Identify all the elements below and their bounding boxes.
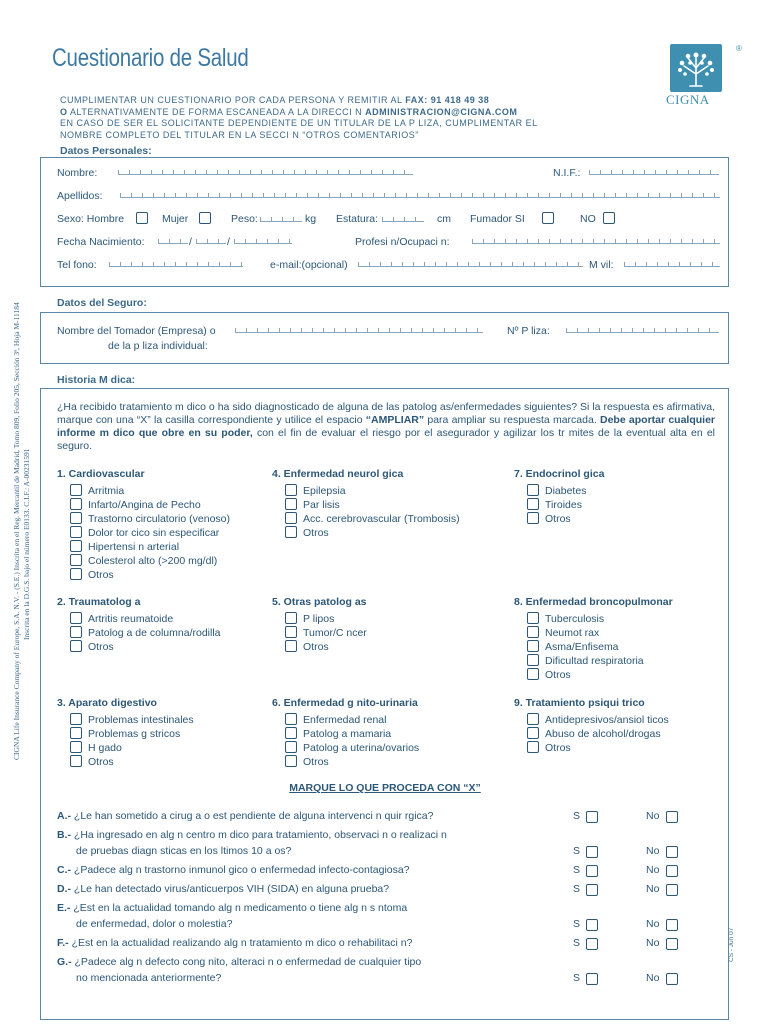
date-separator: / — [189, 236, 192, 248]
no-checkbox[interactable] — [666, 846, 678, 858]
section-datos-personales: Datos Personales: — [60, 145, 152, 157]
category-item-label: Acc. cerebrovascular (Trombosis) — [303, 513, 460, 525]
category-title: 3. Aparato digestivo — [57, 697, 157, 709]
category-item-checkbox[interactable] — [70, 741, 82, 753]
question-letter: C.- — [57, 864, 74, 876]
category-item-label: Patolog a de columna/rodilla — [88, 627, 221, 639]
question-text: de pruebas diagn sticas en los ltimos 10 a os? — [76, 845, 292, 857]
peso-label: Peso: — [231, 213, 258, 225]
category-item — [70, 741, 122, 755]
category-item — [527, 612, 604, 626]
yes-label: S — [573, 918, 581, 930]
yes-checkbox[interactable] — [586, 919, 598, 931]
yes-checkbox[interactable] — [586, 884, 598, 896]
email-field[interactable] — [358, 256, 583, 267]
movil-label: M vil: — [589, 259, 614, 271]
category-item — [70, 727, 180, 741]
date-separator: / — [227, 236, 230, 248]
category-item-checkbox[interactable] — [527, 668, 539, 680]
section-historia-medica: Historia M dica: — [57, 374, 136, 386]
category-title: 1. Cardiovascular — [57, 468, 145, 480]
category-item — [70, 713, 194, 727]
category-item-checkbox[interactable] — [285, 498, 297, 510]
category-item-label: Par lisis — [303, 499, 340, 511]
dia-field[interactable] — [158, 233, 188, 244]
yes-label: S — [573, 972, 581, 984]
category-item — [527, 668, 571, 682]
category-item-label: H gado — [88, 742, 122, 754]
anio-field[interactable] — [234, 233, 292, 244]
telefono-field[interactable] — [109, 256, 243, 267]
category-item-checkbox[interactable] — [70, 540, 82, 552]
category-item-checkbox[interactable] — [527, 512, 539, 524]
question-letter: A.- — [57, 810, 74, 822]
version-code: CS - Jun 07 — [728, 927, 735, 962]
fecha-nacimiento-label: Fecha Nacimiento: — [57, 236, 145, 248]
no-label: No — [646, 810, 660, 822]
question-text: A.- ¿Le han sometido a cirug a o est pendiente de alguna intervenci n quir rgica? — [57, 810, 434, 822]
category-item — [285, 755, 329, 769]
profesion-field[interactable] — [472, 233, 720, 244]
category-item-checkbox[interactable] — [70, 727, 82, 739]
category-item-label: Diabetes — [545, 485, 587, 497]
category-item-label: Hipertensi n arterial — [88, 541, 180, 553]
legal-line-1: CIGNA Life Insurance Company of Europe, S.A. N.V. - (S.E.) Inscrita en el Reg. Mercantil de Madrid, Tomo 809, Folio 205, Sección 3ª, Hoja M-11184 — [12, 302, 21, 760]
category-item — [70, 484, 124, 498]
category-item — [70, 755, 114, 769]
category-item-label: Trastorno circulatorio (venoso) — [88, 513, 230, 525]
fumador-si-label: Fumador SI — [470, 213, 525, 225]
category-item-label: Dificultad respiratoria — [545, 655, 644, 667]
category-item-label: Otros — [88, 641, 114, 653]
mujer-checkbox[interactable] — [199, 212, 211, 224]
tomador-label-2: de la p liza individual: — [108, 340, 208, 352]
category-item-label: Patolog a mamaria — [303, 728, 392, 740]
category-item — [527, 512, 571, 526]
fumador-no-checkbox[interactable] — [603, 212, 615, 224]
category-item — [70, 568, 114, 582]
questions-heading: MARQUE LO QUE PROCEDA CON “X” — [289, 782, 481, 794]
apellidos-field[interactable] — [120, 187, 720, 198]
category-item-checkbox[interactable] — [527, 626, 539, 638]
category-item — [527, 727, 661, 741]
mujer-label: Mujer — [162, 213, 189, 225]
category-item — [285, 484, 346, 498]
category-item — [285, 713, 386, 727]
page-title: Cuestionario de Salud — [52, 44, 249, 72]
category-item-label: Otros — [545, 742, 571, 754]
mes-field[interactable] — [196, 233, 226, 244]
movil-field[interactable] — [624, 256, 720, 267]
category-item-checkbox[interactable] — [70, 568, 82, 580]
category-item — [285, 626, 367, 640]
yes-label: S — [573, 845, 581, 857]
yes-checkbox[interactable] — [586, 865, 598, 877]
yes-checkbox[interactable] — [586, 973, 598, 985]
category-item — [70, 526, 219, 540]
hombre-checkbox[interactable] — [136, 212, 148, 224]
question-text: de enfermedad, dolor o molestia? — [76, 918, 233, 930]
yes-label: S — [573, 937, 581, 949]
category-item-label: Tumor/C ncer — [303, 627, 367, 639]
category-item-label: Arritmia — [88, 485, 125, 497]
yes-label: S — [573, 883, 581, 895]
category-item-checkbox[interactable] — [285, 526, 297, 538]
poliza-label: Nº P liza: — [507, 325, 550, 337]
category-item-label: Otros — [303, 641, 329, 653]
category-item — [527, 484, 586, 498]
category-item-checkbox[interactable] — [527, 654, 539, 666]
category-item — [285, 640, 329, 654]
category-item — [527, 654, 644, 668]
category-item-label: Infarto/Angina de Pecho — [88, 499, 201, 511]
category-item-checkbox[interactable] — [70, 498, 82, 510]
category-item-checkbox[interactable] — [70, 640, 82, 652]
question-letter: G.- — [57, 956, 75, 968]
category-item — [285, 727, 391, 741]
kg-unit: kg — [305, 213, 317, 225]
question-letter: D.- — [57, 883, 74, 895]
category-item-label: Problemas g stricos — [88, 728, 181, 740]
category-item-checkbox[interactable] — [527, 612, 539, 624]
category-item-label: Epilepsia — [303, 485, 346, 497]
category-item — [70, 640, 114, 654]
category-item-checkbox[interactable] — [285, 640, 297, 652]
category-item — [285, 498, 340, 512]
category-item — [285, 741, 419, 755]
nombre-field[interactable] — [118, 164, 413, 175]
category-title: 5. Otras patolog as — [272, 596, 367, 608]
no-checkbox[interactable] — [666, 973, 678, 985]
tomador-label: Nombre del Tomador (Empresa) o — [57, 325, 216, 337]
no-checkbox[interactable] — [666, 865, 678, 877]
category-item-checkbox[interactable] — [527, 484, 539, 496]
fumador-si-checkbox[interactable] — [542, 212, 554, 224]
insurance-data-box — [40, 312, 729, 364]
question-letter: B.- — [57, 829, 74, 841]
poliza-field[interactable] — [566, 322, 719, 333]
yes-label: S — [573, 864, 581, 876]
telefono-label: Tel fono: — [57, 259, 97, 271]
category-item-checkbox[interactable] — [527, 741, 539, 753]
estatura-field[interactable] — [382, 211, 424, 222]
question-text: E.- ¿Est en la actualidad tomando alg n medicamento o tiene alg n s ntoma — [57, 902, 408, 914]
yes-checkbox[interactable] — [586, 811, 598, 823]
category-item-label: Otros — [545, 669, 571, 681]
category-item-label: Problemas intestinales — [88, 714, 194, 726]
category-item-checkbox[interactable] — [527, 498, 539, 510]
question-letter: F.- — [57, 937, 72, 949]
no-label: No — [646, 864, 660, 876]
no-label: No — [646, 972, 660, 984]
yes-checkbox[interactable] — [586, 938, 598, 950]
category-item-label: Enfermedad renal — [303, 714, 387, 726]
peso-field[interactable] — [260, 211, 302, 222]
category-item-label: Patolog a uterina/ovarios — [303, 742, 420, 754]
sexo-hombre-label: Sexo: Hombre — [57, 213, 125, 225]
question-letter: E.- — [57, 902, 74, 914]
category-item-checkbox[interactable] — [285, 713, 297, 725]
no-label: No — [646, 845, 660, 857]
question-text: B.- ¿Ha ingresado en alg n centro m dico para tratamiento, observaci n o realizaci n — [57, 829, 447, 841]
cm-unit: cm — [437, 213, 451, 225]
category-item-label: Artritis reumatoide — [88, 613, 174, 625]
category-item — [527, 741, 571, 755]
nombre-label: Nombre: — [57, 167, 98, 179]
no-label: No — [646, 937, 660, 949]
category-item-label: Colesterol alto (>200 mg/dl) — [88, 555, 218, 567]
medical-intro: ¿Ha recibido tratamiento m dico o ha sido diagnosticado de alguna de las patolog as/enfermedades siguientes? Si la respuesta es afirmativa, marque con una “X” la casilla correspondiente y utilice el espacio “AMPLIAR” para ampliar su respuesta marcada. Debe aportar cualquier informe m dico que obre en su poder, con el fin de evaluar el riesgo por el asegurador y agilizar los tr mites de la eventual alta en el seguro. — [57, 401, 715, 452]
category-item-checkbox[interactable] — [70, 626, 82, 638]
category-item-checkbox[interactable] — [285, 612, 297, 624]
category-item-checkbox[interactable] — [285, 626, 297, 638]
legal-line-2: Inscrita en la D.G.S. bajo el número E0133. C.I.F.: A-00231591 — [21, 448, 31, 640]
category-item-checkbox[interactable] — [527, 640, 539, 652]
category-item-label: Dolor tor cico sin especificar — [88, 527, 220, 539]
section-datos-seguro: Datos del Seguro: — [57, 297, 147, 309]
nif-label: N.I.F.: — [553, 167, 581, 179]
company-legal-sidebar — [12, 302, 31, 760]
category-item-checkbox[interactable] — [70, 526, 82, 538]
category-item-checkbox[interactable] — [70, 484, 82, 496]
category-item-checkbox[interactable] — [285, 484, 297, 496]
profesion-label: Profesi n/Ocupaci n: — [355, 236, 450, 248]
cigna-tree-logo-icon — [670, 44, 722, 92]
no-checkbox[interactable] — [666, 811, 678, 823]
category-item — [527, 640, 619, 654]
category-item-label: Otros — [545, 513, 571, 525]
category-item-label: Otros — [303, 756, 329, 768]
category-item — [70, 540, 179, 554]
estatura-label: Estatura: — [336, 213, 379, 225]
nif-field[interactable] — [589, 164, 719, 175]
registered-mark: ® — [736, 44, 742, 53]
yes-checkbox[interactable] — [586, 846, 598, 858]
no-checkbox[interactable] — [666, 938, 678, 950]
instructions: CUMPLIMENTAR UN CUESTIONARIO POR CADA PERSONA Y REMITIR AL FAX: 91 418 49 38 O ALTERNATIVAMENTE DE FORMA ESCANEADA A LA DIRECCI N ADMINISTRACION@CIGNA.COM EN CASO DE SER EL SOLICITANTE DEPENDIENTE DE UN TITULAR DE LA P LIZA, CUMPLIMENTAR EL NOMBRE COMPLETO DEL TITULAR EN LA SECCI N “OTROS COMENTARIOS” — [60, 95, 538, 140]
email-label: e-mail:(opcional) — [270, 259, 348, 271]
category-item — [70, 512, 230, 526]
category-item — [70, 554, 217, 568]
question-text: C.- ¿Padece alg n trastorno inmunol gico o enfermedad infecto-contagiosa? — [57, 864, 410, 876]
tomador-field[interactable] — [235, 322, 483, 333]
category-item — [70, 498, 201, 512]
category-title: 6. Enfermedad g nito-urinaria — [272, 697, 418, 709]
category-item-checkbox[interactable] — [285, 512, 297, 524]
category-item — [527, 498, 582, 512]
category-item-label: Tuberculosis — [545, 613, 605, 625]
category-item-checkbox[interactable] — [70, 554, 82, 566]
apellidos-label: Apellidos: — [57, 190, 103, 202]
category-title: 4. Enfermedad neurol gica — [272, 468, 404, 480]
fumador-no-label: NO — [580, 213, 596, 225]
category-item-checkbox[interactable] — [70, 755, 82, 767]
no-checkbox[interactable] — [666, 919, 678, 931]
category-item — [285, 512, 460, 526]
no-checkbox[interactable] — [666, 884, 678, 896]
category-item — [285, 612, 334, 626]
category-title: 9. Tratamiento psiqui trico — [514, 697, 645, 709]
category-item-checkbox[interactable] — [527, 713, 539, 725]
category-item — [70, 626, 221, 640]
category-item-checkbox[interactable] — [285, 755, 297, 767]
category-item-label: Tiroides — [545, 499, 582, 511]
category-item-checkbox[interactable] — [70, 512, 82, 524]
no-label: No — [646, 883, 660, 895]
category-item — [285, 526, 329, 540]
category-item-label: Neumot rax — [545, 627, 600, 639]
category-item-checkbox[interactable] — [527, 727, 539, 739]
category-item-label: Otros — [88, 569, 114, 581]
category-item-checkbox[interactable] — [285, 727, 297, 739]
category-item-label: Asma/Enfisema — [545, 641, 619, 653]
category-item-label: Otros — [303, 527, 329, 539]
category-title: 2. Traumatolog a — [57, 596, 141, 608]
question-text: D.- ¿Le han detectado virus/anticuerpos VIH (SIDA) en alguna prueba? — [57, 883, 390, 895]
category-item-label: P lipos — [303, 613, 335, 625]
question-text: G.- ¿Padece alg n defecto cong nito, alteraci n o enfermedad de cualquier tipo — [57, 956, 422, 968]
category-title: 8. Enfermedad broncopulmonar — [514, 596, 673, 608]
category-item — [527, 713, 669, 727]
category-item — [70, 612, 173, 626]
category-item-checkbox[interactable] — [70, 713, 82, 725]
category-item-checkbox[interactable] — [285, 741, 297, 753]
category-item-label: Abuso de alcohol/drogas — [545, 728, 661, 740]
no-label: No — [646, 918, 660, 930]
category-item — [527, 626, 599, 640]
yes-label: S — [573, 810, 581, 822]
category-title: 7. Endocrinol gica — [514, 468, 605, 480]
category-item-checkbox[interactable] — [70, 612, 82, 624]
question-text: no mencionada anteriormente? — [76, 972, 222, 984]
category-item-label: Otros — [88, 756, 114, 768]
category-item-label: Antidepresivos/ansiol ticos — [545, 714, 669, 726]
brand-name: CIGNA — [666, 92, 710, 107]
question-text: F.- ¿Est en la actualidad realizando alg n tratamiento m dico o rehabilitaci n? — [57, 937, 413, 949]
